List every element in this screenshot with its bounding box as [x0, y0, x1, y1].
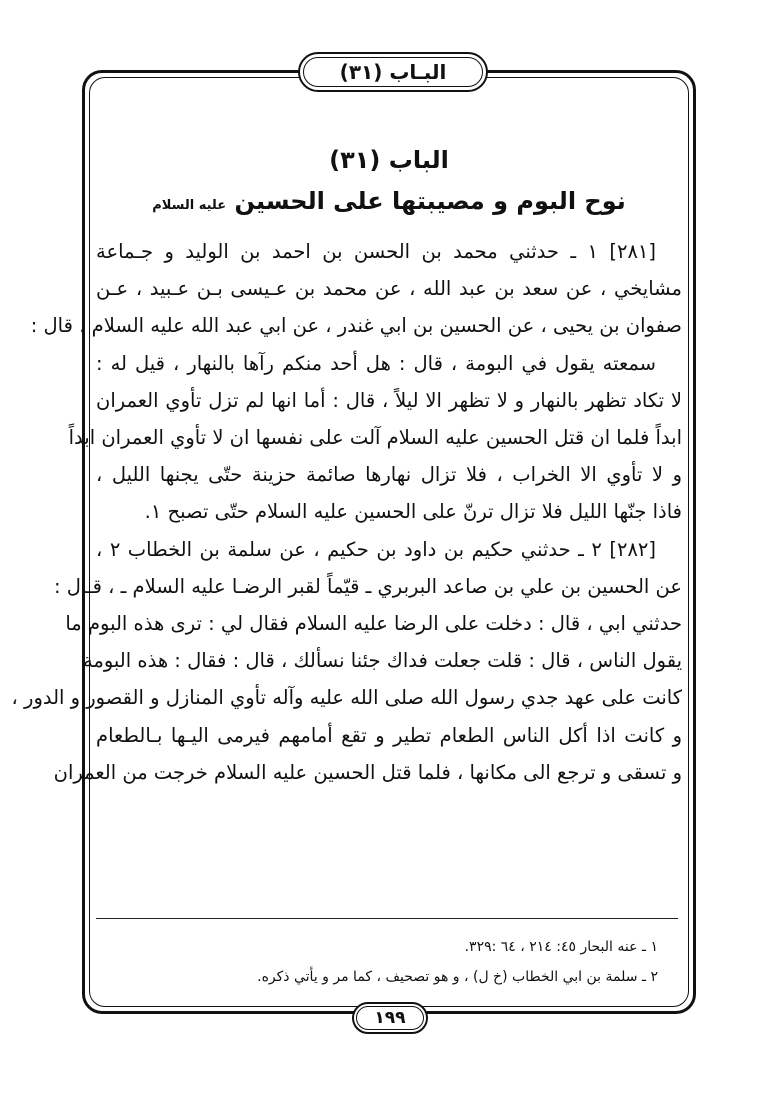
- text-line: فاذا جنّها الليل فلا تزال ترنّ على الحسين عليه السلام حتّى تصبح ١.: [144, 500, 682, 524]
- text-line: عن الحسين بن علي بن صاعد البربري ـ قيّماً لقبر الرضـا عليه السلام ـ ، قـال :: [54, 574, 682, 598]
- text-line: و كانت اذا أكل الناس الطعام تطير و تقع أمامهم فيرمى اليـها بـالطعام: [96, 723, 682, 747]
- page-number: [352, 1002, 428, 1034]
- text-line: [٢٨١] ١ ـ حدثني محمد بن الحسن بن احمد بن الوليد و جـماعة: [96, 240, 656, 263]
- text-line: و تسقى و ترجع الى مكانها ، فلما قتل الحسين عليه السلام خرجت من العمران: [53, 760, 682, 784]
- running-header-title: البـاب (٣١): [339, 60, 447, 84]
- honorific-glyph: عليه السلام: [152, 198, 227, 213]
- footnote-item: ١ ـ عنه البحار ٤٥: ٢١٤ ، ٦٤ :٣٢٩.: [464, 939, 658, 955]
- footnotes: [96, 932, 678, 992]
- chapter-subtitle-text: نوح البوم و مصيبتها على الحسين: [234, 187, 626, 215]
- page-number-text: ١٩٩: [374, 1008, 406, 1028]
- running-header: [298, 52, 488, 92]
- chapter-title: الباب (٣١): [329, 146, 449, 174]
- footnote-item: ٢ ـ سلمة بن ابي الخطاب (خ ل) ، و هو تصحيف ، كما مر و يأتي ذكره.: [257, 969, 658, 985]
- text-line: [٢٨٢] ٢ ـ حدثني حكيم بن داود بن حكيم ، عن سلمة بن الخطاب ٢ ،: [96, 537, 657, 561]
- footnote-divider: [96, 918, 678, 919]
- page-content: [11, 140, 682, 791]
- text-line: يقول الناس ، قال : قلت جعلت فداك جئنا نسألك ، قال : فقال : هذه البومة: [82, 649, 682, 673]
- text-line: مشايخي ، عن سعد بن عبد الله ، عن محمد بن عـيسى بـن عـبيد ، عـن: [96, 277, 682, 301]
- text-line: صفوان بن يحيى ، عن الحسين بن ابي غندر ، عن ابي عبد الله عليه السلام ، قال :: [30, 314, 682, 338]
- text-line: و لا تأوي الا الخراب ، فلا تزال نهارها صائمة حزينة حتّى يجنها الليل ،: [96, 463, 682, 487]
- chapter-subtitle: [96, 180, 682, 227]
- text-line: ابداً فلما ان قتل الحسين عليه السلام آلت على نفسها ان لا تأوي العمران ابداً: [68, 426, 682, 450]
- body-text: [11, 233, 682, 791]
- text-line: سمعته يقول في البومة ، قال : هل أحد منكم رآها بالنهار ، قيل له :: [96, 351, 656, 375]
- text-line: لا تكاد تظهر بالنهار و لا تظهر الا ليلاً ، قال : أما انها لم تزل تأوي العمران: [96, 388, 682, 412]
- text-line: حدثني ابي ، قال : دخلت على الرضا عليه السلام فقال لي : ترى هذه البوم ما: [65, 612, 682, 636]
- text-line: كانت على عهد جدي رسول الله صلى الله عليه وآله تأوي المنازل و القصور و الدور ،: [11, 686, 682, 710]
